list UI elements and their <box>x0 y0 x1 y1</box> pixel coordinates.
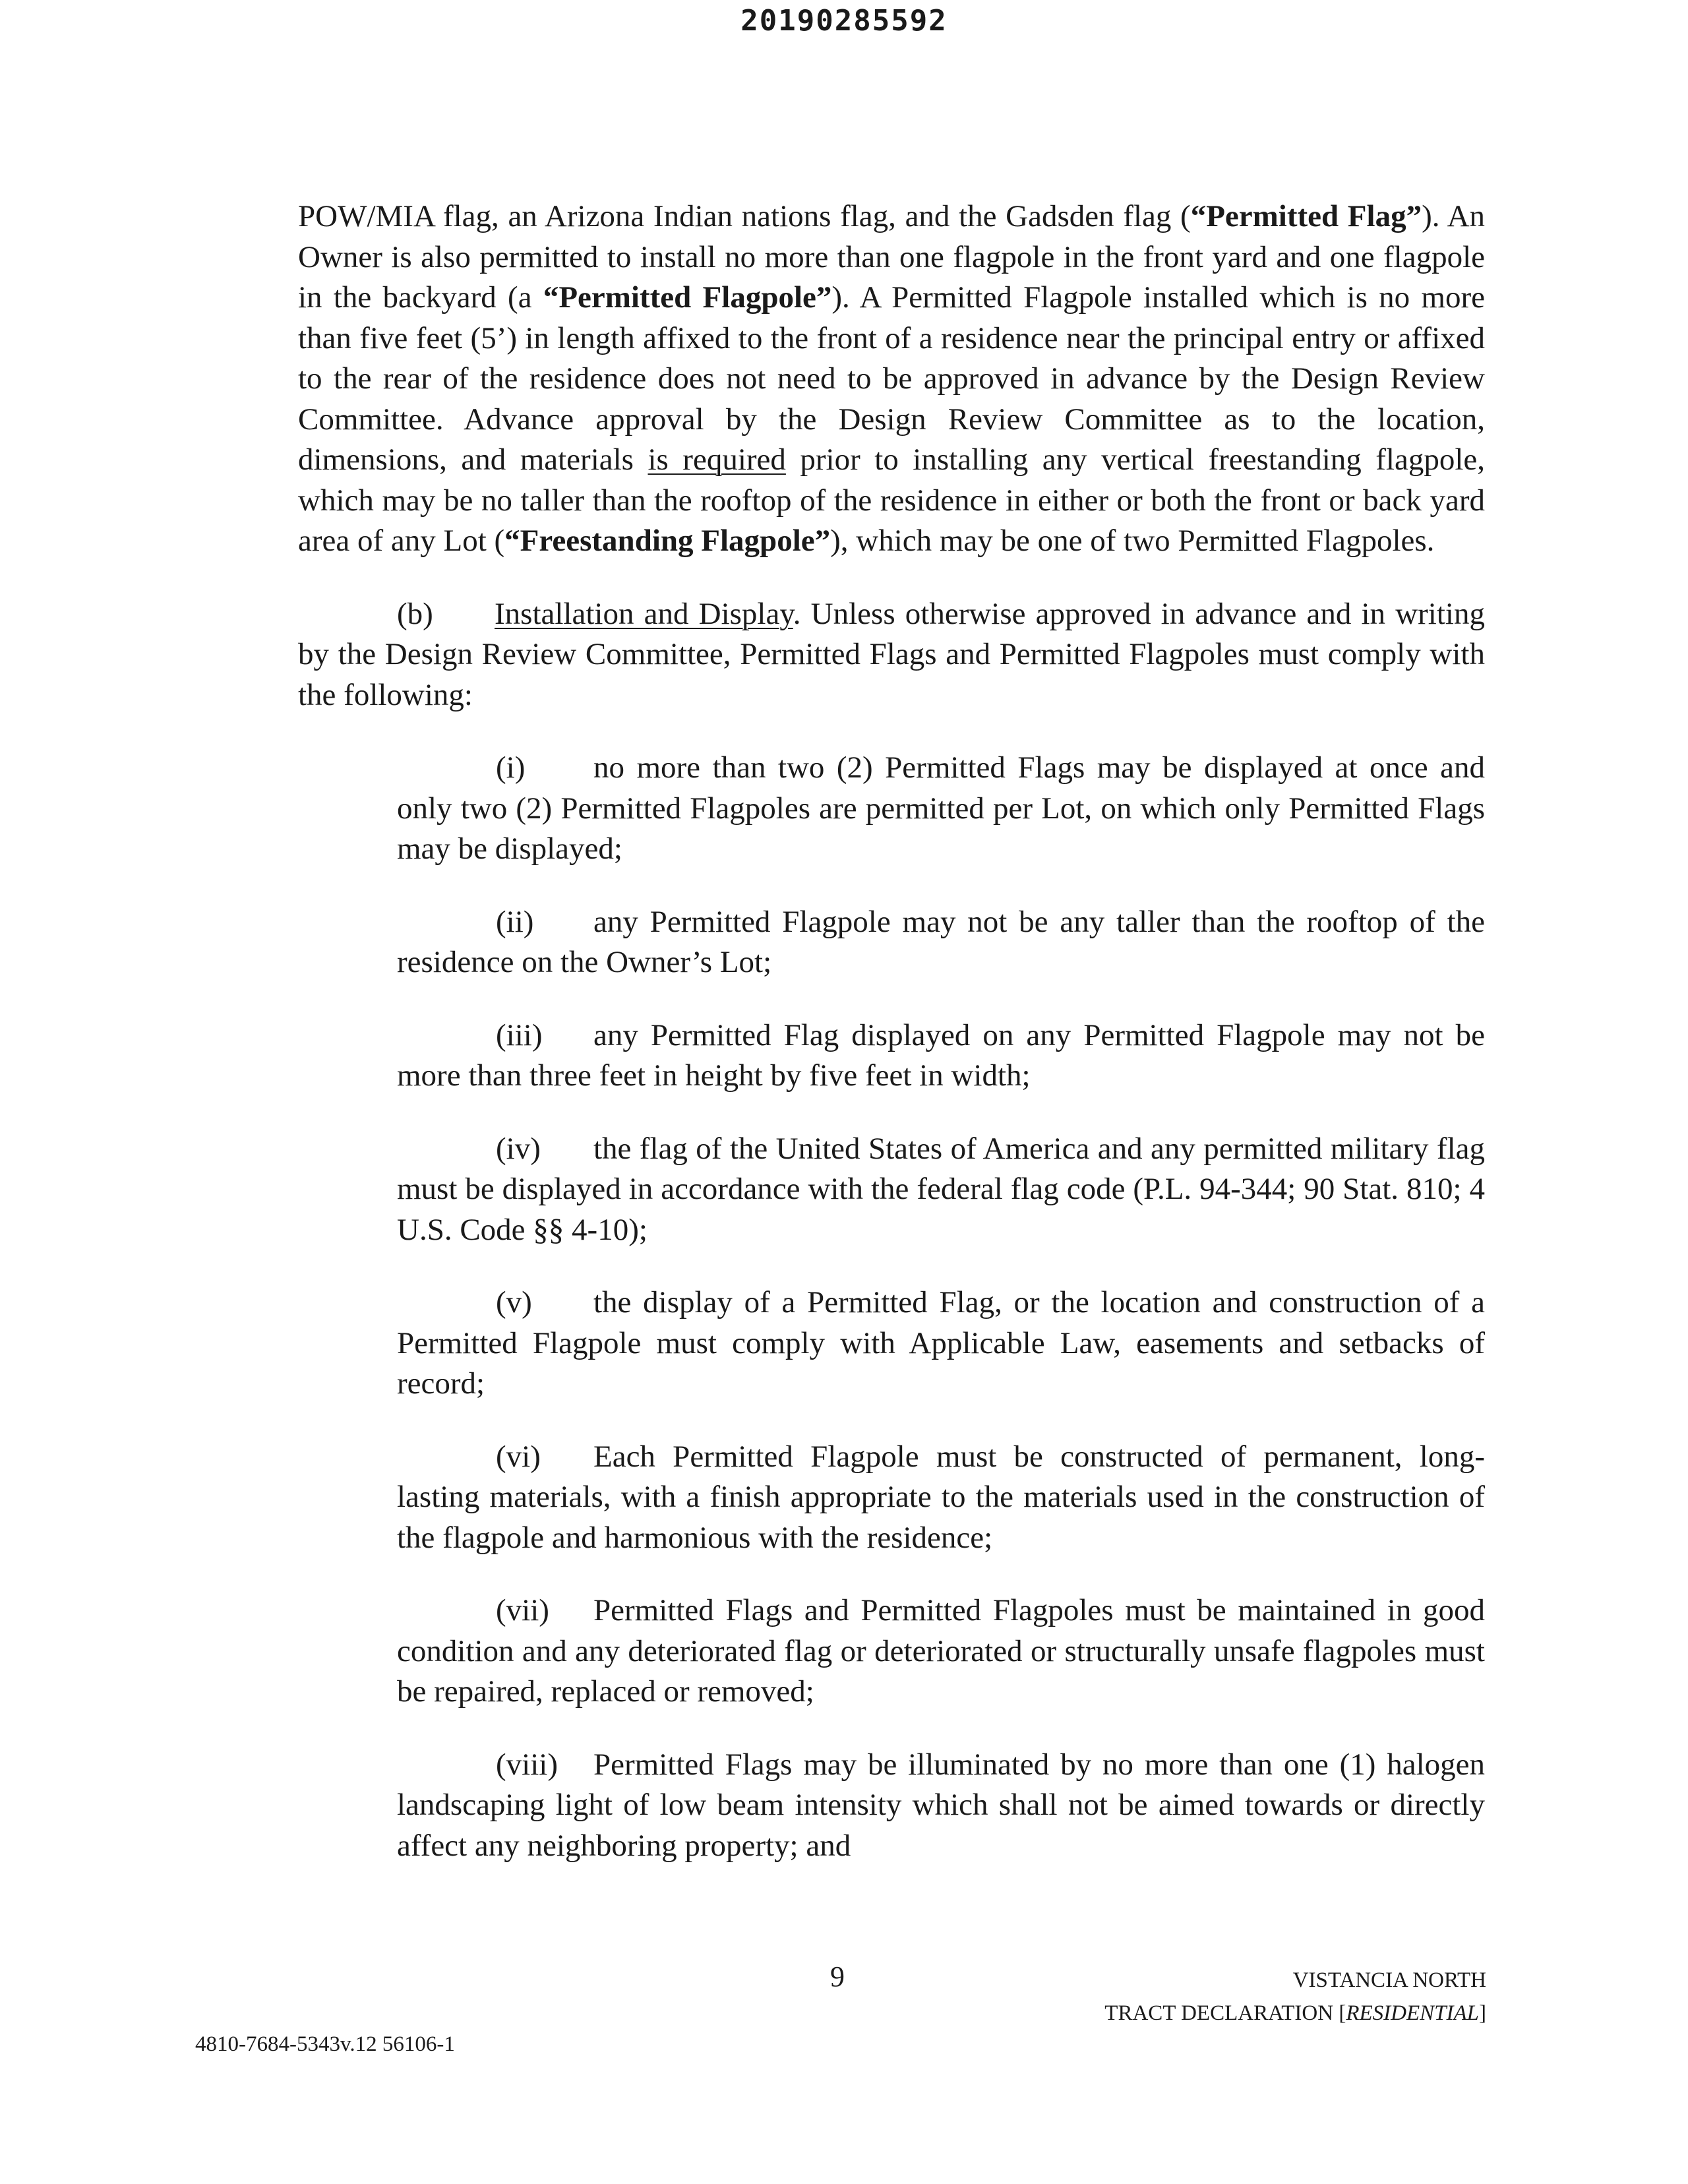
list-item <box>397 1129 1485 1251</box>
item-text: the flag of the United States of America and any permitted military flag must be displayed in accordance with the federal flag code (P.L. 94-344; 90 Stat. 810; 4 U.S. Code §§ 4-10); <box>397 1131 1485 1247</box>
defined-term-permitted-flag: “Permitted Flag” <box>1190 199 1422 233</box>
defined-term-freestanding-flagpole: “Freestanding Flagpole” <box>504 524 831 558</box>
footer-title-line1: VISTANCIA NORTH <box>1292 1968 1486 1992</box>
section-b-paragraph: (b) Installation and Display. Unless otherwise approved in advance and in writing by the Design Review Committee, Permitted Flags and Permitted Flagpoles must comply with the following: <box>298 594 1485 716</box>
item-text: Each Permitted Flagpole must be constructed of permanent, long-lasting materials, with a finish appropriate to the materials used in the construction of the flagpole and harmonious with the residence; <box>397 1439 1485 1555</box>
document-body <box>298 197 1485 1866</box>
item-number: (viii) <box>496 1747 558 1782</box>
intro-paragraph: POW/MIA flag, an Arizona Indian nations flag, and the Gadsden flag (“Permitted Flag”). An Owner is also permitted to install no more than one flagpole in the front yard and one flagpole in the backyard (a “Permitted Flagpole”). A Permitted Flagpole installed which is no more than five feet (5’) in length affixed to the front of a residence near the principal entry or affixed to the rear of the residence does not need to be approved in advance by the Design Review Committee. Advance approval by the Design Review Committee as to the location, dimensions, and materials is required prior to installing any vertical freestanding flagpole, which may be no taller than the rooftop of the residence in either or both the front or back yard area of any Lot (“Freestanding Flagpole”), which may be one of two Permitted Flagpoles. <box>298 199 1486 558</box>
item-number: (iv) <box>496 1131 541 1166</box>
list-item <box>397 1283 1485 1405</box>
defined-term-permitted-flagpole: “Permitted Flagpole” <box>543 280 832 315</box>
item-number: (ii) <box>496 904 534 939</box>
list-item <box>397 1591 1485 1713</box>
list-item <box>397 902 1485 983</box>
item-text: the display of a Permitted Flag, or the location and construction of a Permitted Flagpole must comply with Applicable Law, easements and setbacks of record; <box>397 1285 1485 1401</box>
list-item <box>397 1016 1485 1097</box>
footer-title-line2: TRACT DECLARATION [RESIDENTIAL] <box>1104 2001 1486 2025</box>
item-text: no more than two (2) Permitted Flags may be displayed at once and only two (2) Permitted Flagpoles are permitted per Lot, on which only Permitted Flags may be displayed; <box>397 750 1485 866</box>
item-text: any Permitted Flagpole may not be any taller than the rooftop of the residence on the Owner’s Lot; <box>397 904 1485 979</box>
item-number: (i) <box>496 750 526 785</box>
underlined-is-required: is required <box>648 442 786 477</box>
item-number: (iii) <box>496 1017 543 1052</box>
list-item <box>397 1745 1485 1867</box>
footer-document-id: 4810-7684-5343v.12 56106-1 <box>195 2032 455 2056</box>
item-text: any Permitted Flag displayed on any Permitted Flagpole may not be more than three feet in height by five feet in width; <box>397 1017 1485 1093</box>
item-number: (vi) <box>496 1439 541 1474</box>
section-b-heading: Installation and Display <box>495 596 793 631</box>
item-number: (v) <box>496 1285 532 1320</box>
page-number: 9 <box>830 1960 845 1993</box>
list-item <box>397 1437 1485 1559</box>
footer-title <box>1104 1964 1486 2030</box>
section-b-label: (b) <box>397 596 433 631</box>
item-text: Permitted Flags and Permitted Flagpoles must be maintained in good condition and any deteriorated flag or deteriorated or structurally unsafe flagpoles must be repaired, replaced or removed; <box>397 1593 1485 1709</box>
item-text: Permitted Flags may be illuminated by no more than one (1) halogen landscaping light of low beam intensity which shall not be aimed towards or directly affect any neighboring property; and <box>397 1747 1485 1863</box>
list-item <box>397 748 1485 870</box>
document-number: 20190285592 <box>740 4 948 38</box>
item-number: (vii) <box>496 1593 549 1627</box>
